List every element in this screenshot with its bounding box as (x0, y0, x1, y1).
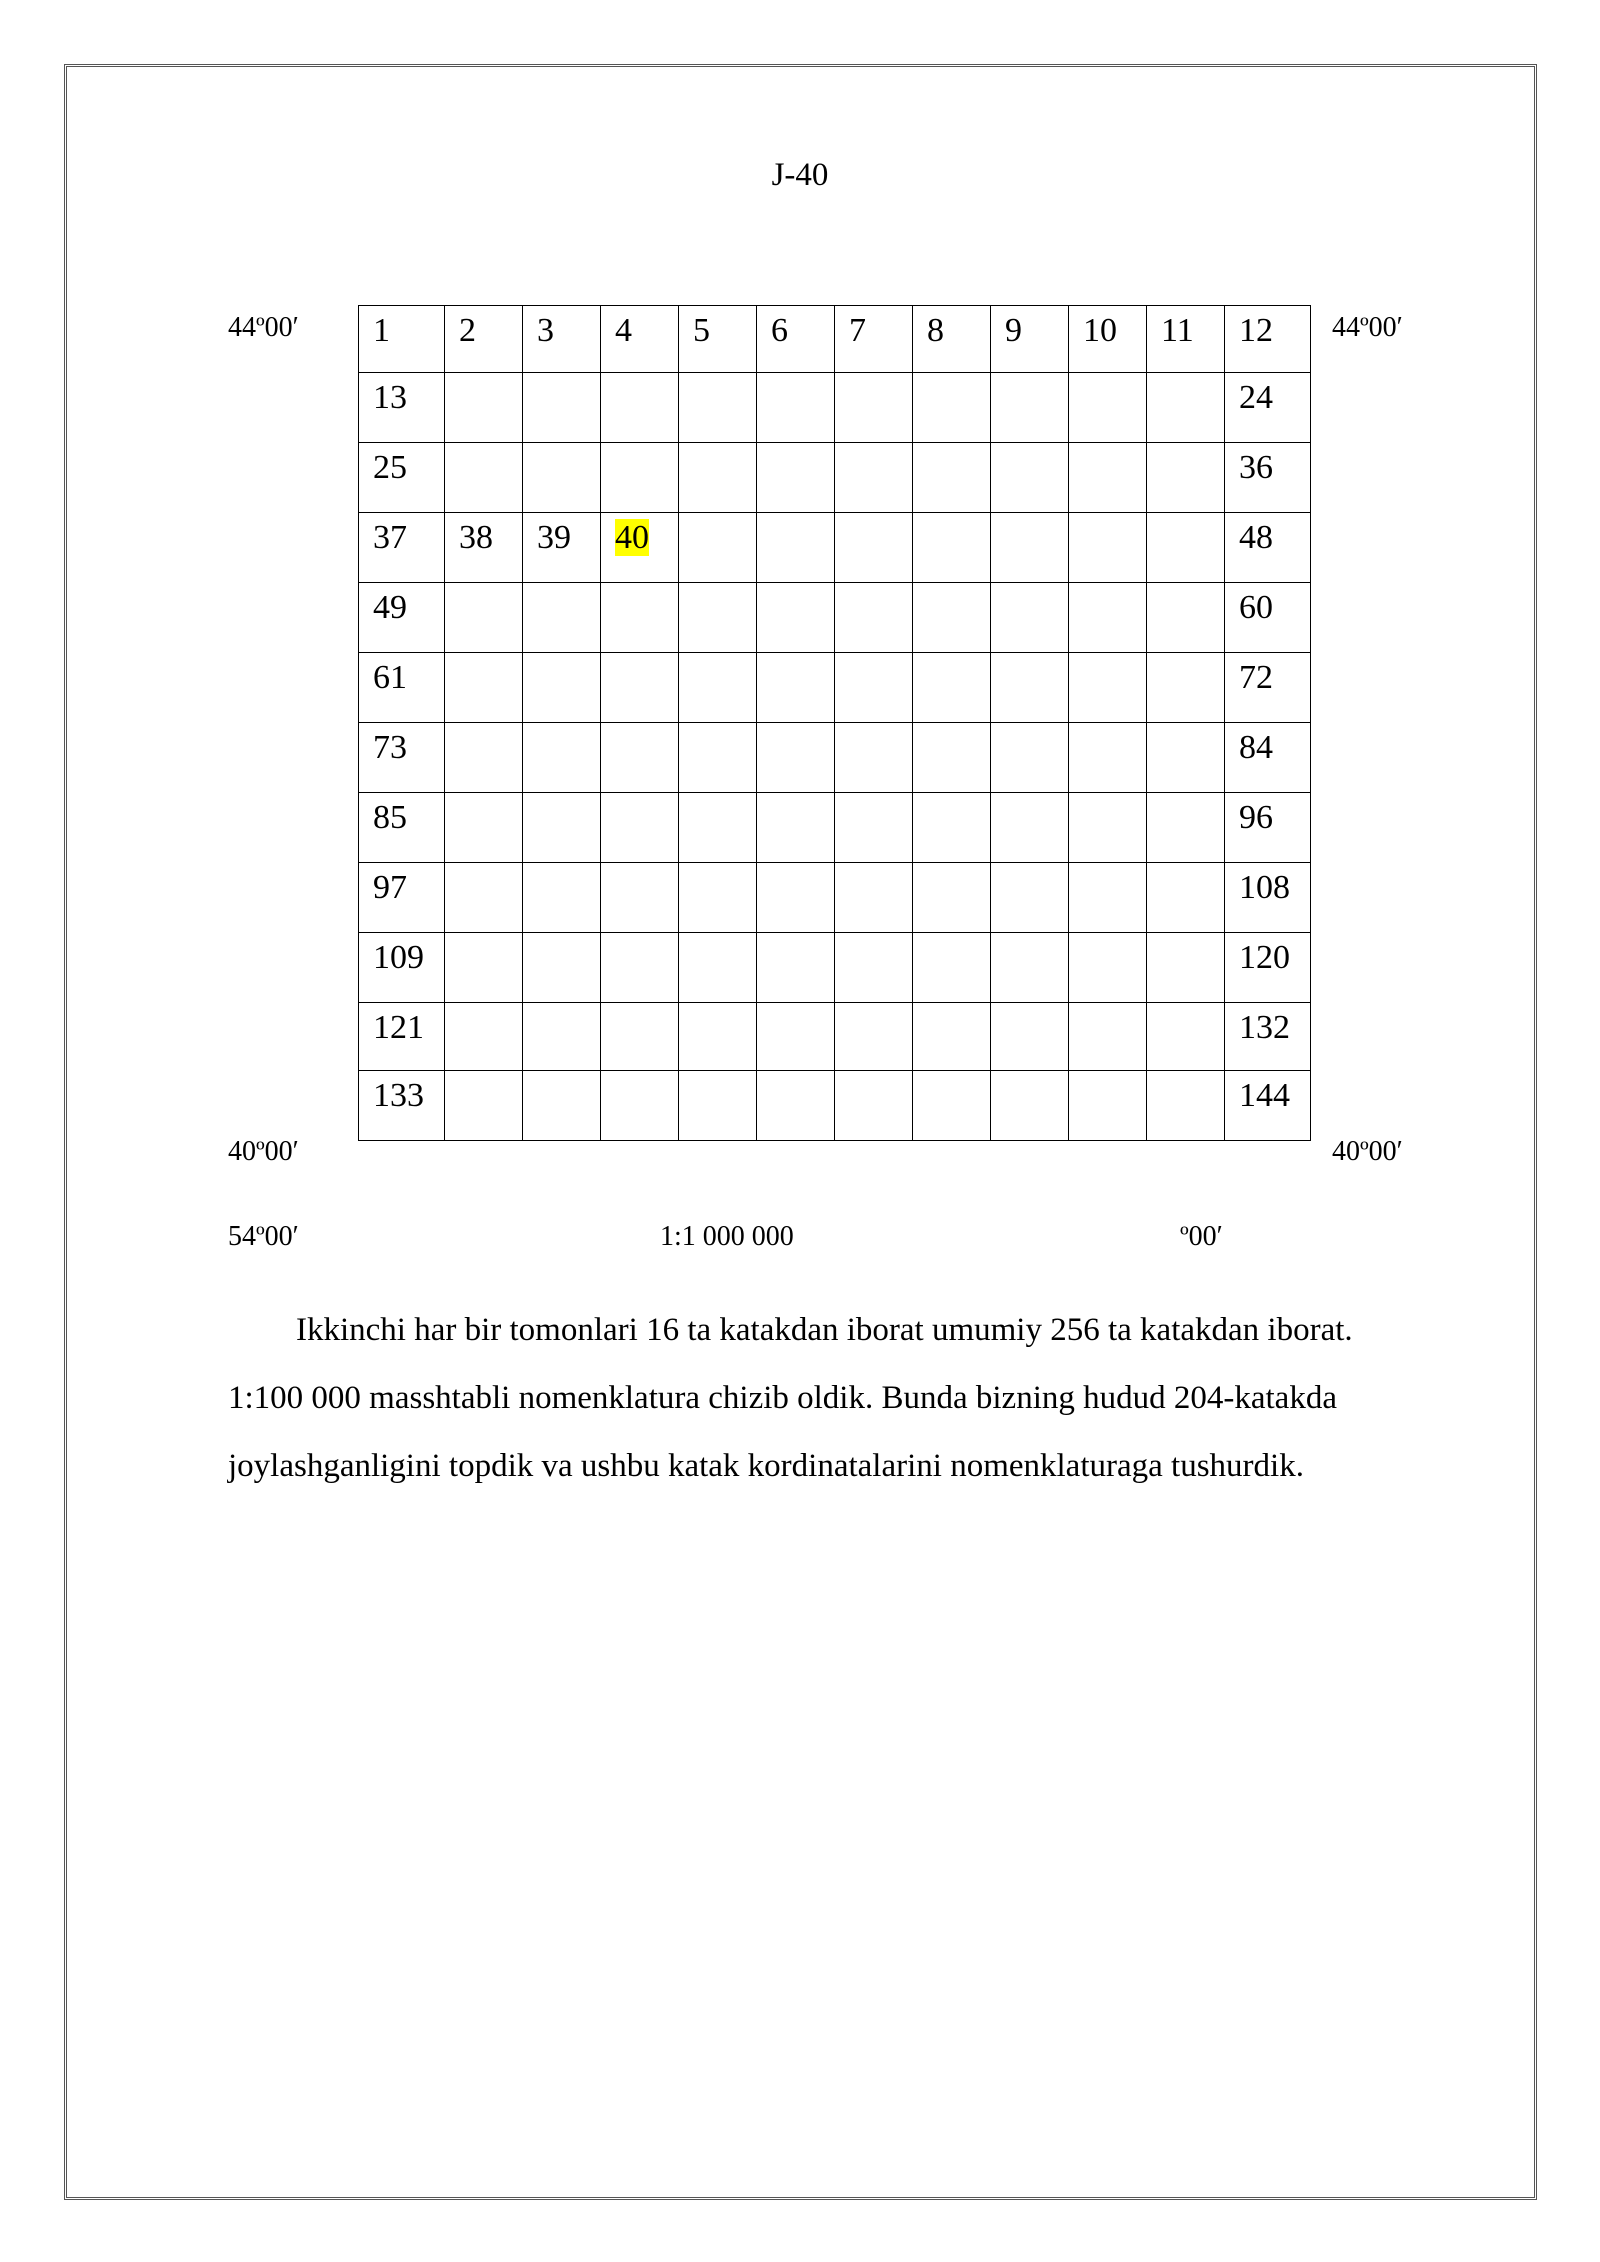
grid-cell (359, 306, 445, 373)
grid-cell (679, 723, 757, 793)
grid-cell (835, 513, 913, 583)
grid-cell-number: 85 (373, 799, 407, 836)
grid-cell (359, 723, 445, 793)
grid-row (359, 443, 1311, 513)
grid-cell (1147, 443, 1225, 513)
grid-cell (913, 1003, 991, 1071)
grid-cell (757, 793, 835, 863)
grid-cell (601, 583, 679, 653)
grid-cell (913, 723, 991, 793)
grid-cell (1069, 583, 1147, 653)
grid-cell (1069, 443, 1147, 513)
grid-cell (757, 653, 835, 723)
grid-cell (445, 443, 523, 513)
grid-cell (523, 443, 601, 513)
grid-cell (359, 1003, 445, 1071)
grid-cell-number: 12 (1239, 312, 1273, 349)
grid-cell (1225, 653, 1311, 723)
grid-cell (913, 863, 991, 933)
grid-cell-number: 73 (373, 729, 407, 766)
grid-cell (757, 723, 835, 793)
grid-cell (1147, 1003, 1225, 1071)
grid-cell (1069, 793, 1147, 863)
grid-cell (1147, 583, 1225, 653)
grid-cell (991, 583, 1069, 653)
grid-cell (601, 443, 679, 513)
grid-cell (1225, 583, 1311, 653)
coord-bottom-right: 40º00′ (1332, 1136, 1403, 1167)
grid-row (359, 583, 1311, 653)
grid-cell (913, 373, 991, 443)
grid-cell (835, 723, 913, 793)
grid-cell-number: 25 (373, 449, 407, 486)
grid-cell (679, 1003, 757, 1071)
grid-cell (1225, 373, 1311, 443)
grid-cell (991, 373, 1069, 443)
grid-cell (1147, 933, 1225, 1003)
grid-cell (445, 793, 523, 863)
grid-cell (991, 653, 1069, 723)
grid-cell-number: 37 (373, 519, 407, 556)
grid-cell (1069, 513, 1147, 583)
grid-cell-number: 108 (1239, 869, 1290, 906)
grid-cell-number: 48 (1239, 519, 1273, 556)
grid-cell (359, 653, 445, 723)
grid-cell (679, 373, 757, 443)
grid-cell (991, 306, 1069, 373)
grid-cell (1069, 933, 1147, 1003)
grid-cell (1069, 723, 1147, 793)
grid-row (359, 373, 1311, 443)
grid-cell-number: 13 (373, 379, 407, 416)
grid-cell (359, 933, 445, 1003)
grid-cell (359, 513, 445, 583)
grid-cell-number: 97 (373, 869, 407, 906)
grid-cell (913, 1071, 991, 1141)
grid-cell-number: 72 (1239, 659, 1273, 696)
grid-cell-number: 2 (459, 312, 476, 349)
grid-cell (523, 513, 601, 583)
grid-cell (679, 1071, 757, 1141)
grid-cell (679, 306, 757, 373)
map-scale-label: 1:1 000 000 (660, 1221, 794, 1252)
grid-cell-number: 61 (373, 659, 407, 696)
grid-cell (835, 443, 913, 513)
grid-cell (1147, 513, 1225, 583)
grid-cell (359, 583, 445, 653)
grid-cell (601, 1003, 679, 1071)
grid-cell-number: 24 (1239, 379, 1273, 416)
grid-cell (679, 933, 757, 1003)
grid-cell-number: 1 (373, 312, 390, 349)
grid-cell (523, 1003, 601, 1071)
grid-cell (601, 793, 679, 863)
coord-top-right: 44º00′ (1332, 312, 1403, 343)
grid-cell (601, 723, 679, 793)
grid-cell (601, 653, 679, 723)
grid-cell-number: 144 (1239, 1077, 1290, 1114)
grid-cell (523, 723, 601, 793)
grid-cell (1069, 373, 1147, 443)
grid-cell-number: 3 (537, 312, 554, 349)
grid-row (359, 513, 1311, 583)
grid-cell (991, 1003, 1069, 1071)
grid-cell (1147, 1071, 1225, 1141)
grid-cell (757, 1003, 835, 1071)
paragraph-line: joylashganligini topdik va ushbu katak kordinatalarini nomenklaturaga tushurdik. (228, 1448, 1304, 1484)
grid-cell (1225, 723, 1311, 793)
grid-cell (913, 513, 991, 583)
grid-cell (1147, 653, 1225, 723)
grid-cell (757, 306, 835, 373)
grid-cell-number: 8 (927, 312, 944, 349)
grid-cell (445, 373, 523, 443)
body-paragraph (228, 1296, 1518, 1500)
grid-cell (1147, 723, 1225, 793)
grid-cell (991, 513, 1069, 583)
grid-row (359, 1071, 1311, 1141)
grid-cell (445, 583, 523, 653)
grid-cell (445, 1003, 523, 1071)
grid-cell (359, 793, 445, 863)
grid-cell (445, 723, 523, 793)
grid-cell (445, 306, 523, 373)
grid-row (359, 723, 1311, 793)
grid-cell-number: 120 (1239, 939, 1290, 976)
grid-cell (835, 933, 913, 1003)
nomenclature-grid (358, 305, 1311, 1141)
grid-cell-number: 40 (615, 519, 649, 556)
grid-cell (1225, 443, 1311, 513)
grid-cell (1147, 306, 1225, 373)
grid-cell-number: 4 (615, 312, 632, 349)
grid-cell (601, 513, 679, 583)
sheet-title: J-40 (771, 157, 829, 193)
grid-cell (523, 653, 601, 723)
grid-cell (835, 1003, 913, 1071)
grid-cell (1069, 1003, 1147, 1071)
grid-cell-number: 96 (1239, 799, 1273, 836)
grid-cell (913, 306, 991, 373)
grid-cell (913, 793, 991, 863)
grid-cell (679, 863, 757, 933)
grid-cell (445, 863, 523, 933)
grid-cell (835, 793, 913, 863)
grid-cell (1225, 513, 1311, 583)
grid-cell (679, 513, 757, 583)
grid-cell (991, 443, 1069, 513)
grid-cell (359, 373, 445, 443)
grid-cell-number: 132 (1239, 1009, 1290, 1046)
grid-row (359, 933, 1311, 1003)
grid-cell (359, 443, 445, 513)
grid-cell (1069, 306, 1147, 373)
coord-longitude-right: º00′ (1180, 1221, 1223, 1252)
grid-cell (601, 373, 679, 443)
grid-cell (1147, 373, 1225, 443)
grid-cell (835, 583, 913, 653)
grid-cell-number: 10 (1083, 312, 1117, 349)
grid-cell (601, 933, 679, 1003)
grid-cell (835, 306, 913, 373)
grid-cell (523, 863, 601, 933)
grid-cell (1147, 863, 1225, 933)
grid-cell (601, 863, 679, 933)
grid-cell (601, 306, 679, 373)
coord-top-left: 44º00′ (228, 312, 299, 343)
grid-row (359, 1003, 1311, 1071)
coord-longitude-left: 54º00′ (228, 1221, 299, 1252)
grid-cell (1069, 863, 1147, 933)
grid-cell (991, 863, 1069, 933)
grid-cell (445, 1071, 523, 1141)
grid-cell-number: 49 (373, 589, 407, 626)
grid-cell-number: 7 (849, 312, 866, 349)
grid-cell-number: 9 (1005, 312, 1022, 349)
grid-cell (679, 443, 757, 513)
grid-cell (757, 1071, 835, 1141)
grid-row (359, 653, 1311, 723)
grid-cell (757, 933, 835, 1003)
grid-cell (359, 863, 445, 933)
grid-cell-number: 38 (459, 519, 493, 556)
grid-cell (679, 793, 757, 863)
grid-cell (835, 1071, 913, 1141)
grid-cell (757, 863, 835, 933)
grid-cell (913, 933, 991, 1003)
grid-cell-number: 109 (373, 939, 424, 976)
grid-cell-number: 84 (1239, 729, 1273, 766)
grid-row (359, 793, 1311, 863)
grid-cell (913, 443, 991, 513)
grid-cell (1225, 1071, 1311, 1141)
grid-cell-number: 11 (1161, 312, 1194, 349)
grid-cell (757, 373, 835, 443)
paragraph-line: 1:100 000 masshtabli nomenklatura chizib oldik. Bunda bizning hudud 204-katakda (228, 1380, 1337, 1416)
grid-cell (445, 653, 523, 723)
grid-cell-number: 60 (1239, 589, 1273, 626)
grid-cell (523, 583, 601, 653)
grid-cell (913, 583, 991, 653)
coord-bottom-left: 40º00′ (228, 1136, 299, 1167)
grid-row (359, 306, 1311, 373)
grid-cell (991, 933, 1069, 1003)
grid-cell (991, 723, 1069, 793)
grid-cell (679, 583, 757, 653)
grid-cell (1225, 793, 1311, 863)
grid-cell-number: 36 (1239, 449, 1273, 486)
grid-cell-number: 133 (373, 1077, 424, 1114)
grid-cell (359, 1071, 445, 1141)
grid-cell (835, 653, 913, 723)
grid-cell-number: 39 (537, 519, 571, 556)
grid-cell-number: 5 (693, 312, 710, 349)
grid-cell (991, 1071, 1069, 1141)
grid-cell (757, 583, 835, 653)
paragraph-line: Ikkinchi har bir tomonlari 16 ta katakdan iborat umumiy 256 ta katakdan iborat. (296, 1312, 1353, 1348)
grid-cell (835, 863, 913, 933)
grid-cell (601, 1071, 679, 1141)
grid-cell (445, 933, 523, 1003)
grid-cell (991, 793, 1069, 863)
grid-cell-number: 6 (771, 312, 788, 349)
grid-cell (1069, 653, 1147, 723)
grid-cell (523, 373, 601, 443)
grid-cell (523, 793, 601, 863)
grid-cell (1225, 1003, 1311, 1071)
grid-cell (757, 443, 835, 513)
grid-cell (757, 513, 835, 583)
grid-cell (523, 306, 601, 373)
grid-cell (445, 513, 523, 583)
grid-cell (1225, 933, 1311, 1003)
grid-cell (523, 1071, 601, 1141)
grid-cell (679, 653, 757, 723)
grid-cell-number: 121 (373, 1009, 424, 1046)
grid-cell (1069, 1071, 1147, 1141)
grid-cell (1147, 793, 1225, 863)
grid-cell (1225, 306, 1311, 373)
grid-cell (1225, 863, 1311, 933)
grid-cell (913, 653, 991, 723)
grid-cell (523, 933, 601, 1003)
grid-cell (835, 373, 913, 443)
grid-row (359, 863, 1311, 933)
